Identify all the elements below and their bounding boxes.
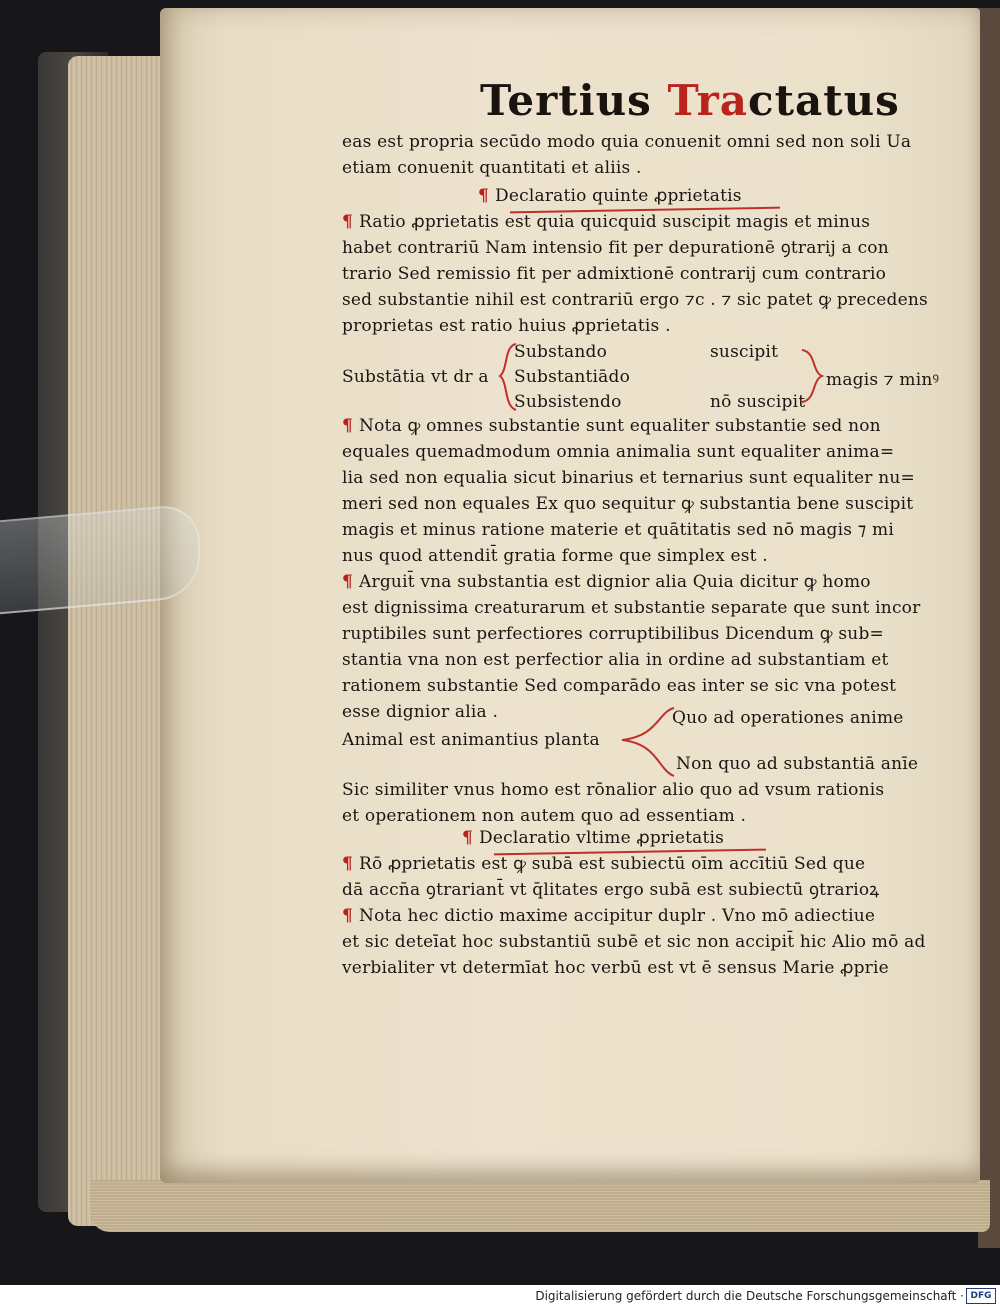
text-line: [342, 904, 875, 928]
text-line: habet contrariū Nam intensio fit per depurationē ꝯtrarij a con: [342, 238, 889, 258]
pilcrow-icon: ¶: [478, 186, 490, 206]
section-heading: [478, 184, 742, 208]
pilcrow-icon: ¶: [342, 416, 354, 436]
text-line: ruptibiles sunt perfectiores corruptibilibus Dicendum ꝙ sub=: [342, 624, 884, 644]
text-line: trario Sed remissio fit per admixtionē contrarij cum contrario: [342, 264, 887, 284]
heading-part-1: Tertius: [480, 76, 668, 125]
heading-part-2: Tra: [667, 76, 748, 125]
text-line: rationem substantie Sed comparādo eas inter se sic vna potest: [342, 676, 897, 696]
diagram-left: Animal est animantius planta: [342, 730, 600, 750]
red-brace: [800, 346, 826, 406]
diagram-top: Quo ad operationes anime: [672, 708, 904, 728]
text-line: magis et minus ratione materie et quātitatis sed nō magis ⁊ mi: [342, 520, 895, 540]
section-heading-text: Declaratio quinte ꝓprietatis: [495, 186, 742, 206]
text-line: [342, 210, 870, 234]
diagram-left: Substātia vt dr a: [342, 367, 489, 387]
heading-part-3: ctatus: [748, 76, 900, 125]
text-line: meri sed non equales Ex quo sequitur ꝙ substantia bene suscipit: [342, 494, 914, 514]
text-line: [342, 414, 881, 438]
text-line: eas est propria secūdo modo quia conuenit omni sed non soli Ua: [342, 132, 912, 152]
text-line-content: Nota ꝙ omnes substantie sunt equaliter substantie sed non: [359, 416, 881, 436]
text-line: proprietas est ratio huius ꝓprietatis .: [342, 316, 671, 336]
text-line: et operationem non autem quo ad essentiam .: [342, 806, 747, 826]
text-line: esse dignior alia .: [342, 702, 499, 722]
text-line: Sic similiter vnus homo est rōnalior alio quo ad vsum rationis: [342, 780, 885, 800]
text-line: [342, 570, 871, 594]
red-brace: [498, 340, 518, 414]
diagram-right-label: magis ⁊ minꝰ: [826, 370, 940, 390]
section-heading-text: Declaratio vltime ꝓprietatis: [479, 828, 725, 848]
footer-credit: Digitalisierung gefördert durch die Deutsche Forschungsgemeinschaft ·: [535, 1289, 964, 1303]
diagram-item: Substando: [514, 342, 608, 362]
text-line: nus quod attendit̄ gratia forme que simplex est .: [342, 546, 768, 566]
diagram-item: Substantiādo: [514, 367, 631, 387]
text-line: etiam conuenit quantitati et aliis .: [342, 158, 642, 178]
pilcrow-icon: ¶: [462, 828, 474, 848]
text-line-content: Nota hec dictio maxime accipitur duplr . Vno mō adiectiue: [359, 906, 876, 926]
dfg-logo: DFG: [966, 1288, 996, 1304]
text-line-content: Arguit̄ vna substantia est dignior alia Quia dicitur ꝙ homo: [359, 572, 871, 592]
text-line: [342, 852, 865, 876]
pilcrow-icon: ¶: [342, 212, 354, 232]
text-line-content: Rō ꝓprietatis est ꝙ subā est subiectū oīm accītiū Sed que: [359, 854, 866, 874]
text-line-content: Ratio ꝓprietatis est quia quicquid suscipit magis et minus: [359, 212, 871, 232]
footer-bar: [0, 1285, 1000, 1307]
section-heading: [462, 826, 724, 850]
text-line: verbialiter vt determīat hoc verbū est vt ē sensus Marie ꝓprie: [342, 958, 889, 978]
text-line: lia sed non equalia sicut binarius et ternarius sunt equaliter nu=: [342, 468, 915, 488]
text-line: equales quemadmodum omnia animalia sunt equaliter anima=: [342, 442, 895, 462]
diagram-bottom: Non quo ad substantiā anīe: [676, 754, 919, 774]
page-heading: [480, 76, 900, 125]
pilcrow-icon: ¶: [342, 854, 354, 874]
diagram-right-top: suscipit: [710, 342, 779, 362]
diagram-right-bottom: nō suscipit: [710, 392, 806, 412]
text-line: dā accn̄a ꝯtrariant̄ vt q̄litates ergo subā est subiectū ꝯtrarioꝝ: [342, 880, 880, 900]
red-brace: [618, 704, 678, 780]
text-line: sed substantie nihil est contrariū ergo ⁊c . ⁊ sic patet ꝙ precedens: [342, 290, 928, 310]
pilcrow-icon: ¶: [342, 906, 354, 926]
diagram-item: Subsistendo: [514, 392, 622, 412]
text-line: est dignissima creaturarum et substantie separate que sunt incor: [342, 598, 921, 618]
text-line: stantia vna non est perfectior alia in ordine ad substantiam et: [342, 650, 889, 670]
pilcrow-icon: ¶: [342, 572, 354, 592]
text-line: et sic deteīat hoc substantiū subē et sic non accipit̄ hic Alio mō ad: [342, 932, 926, 952]
